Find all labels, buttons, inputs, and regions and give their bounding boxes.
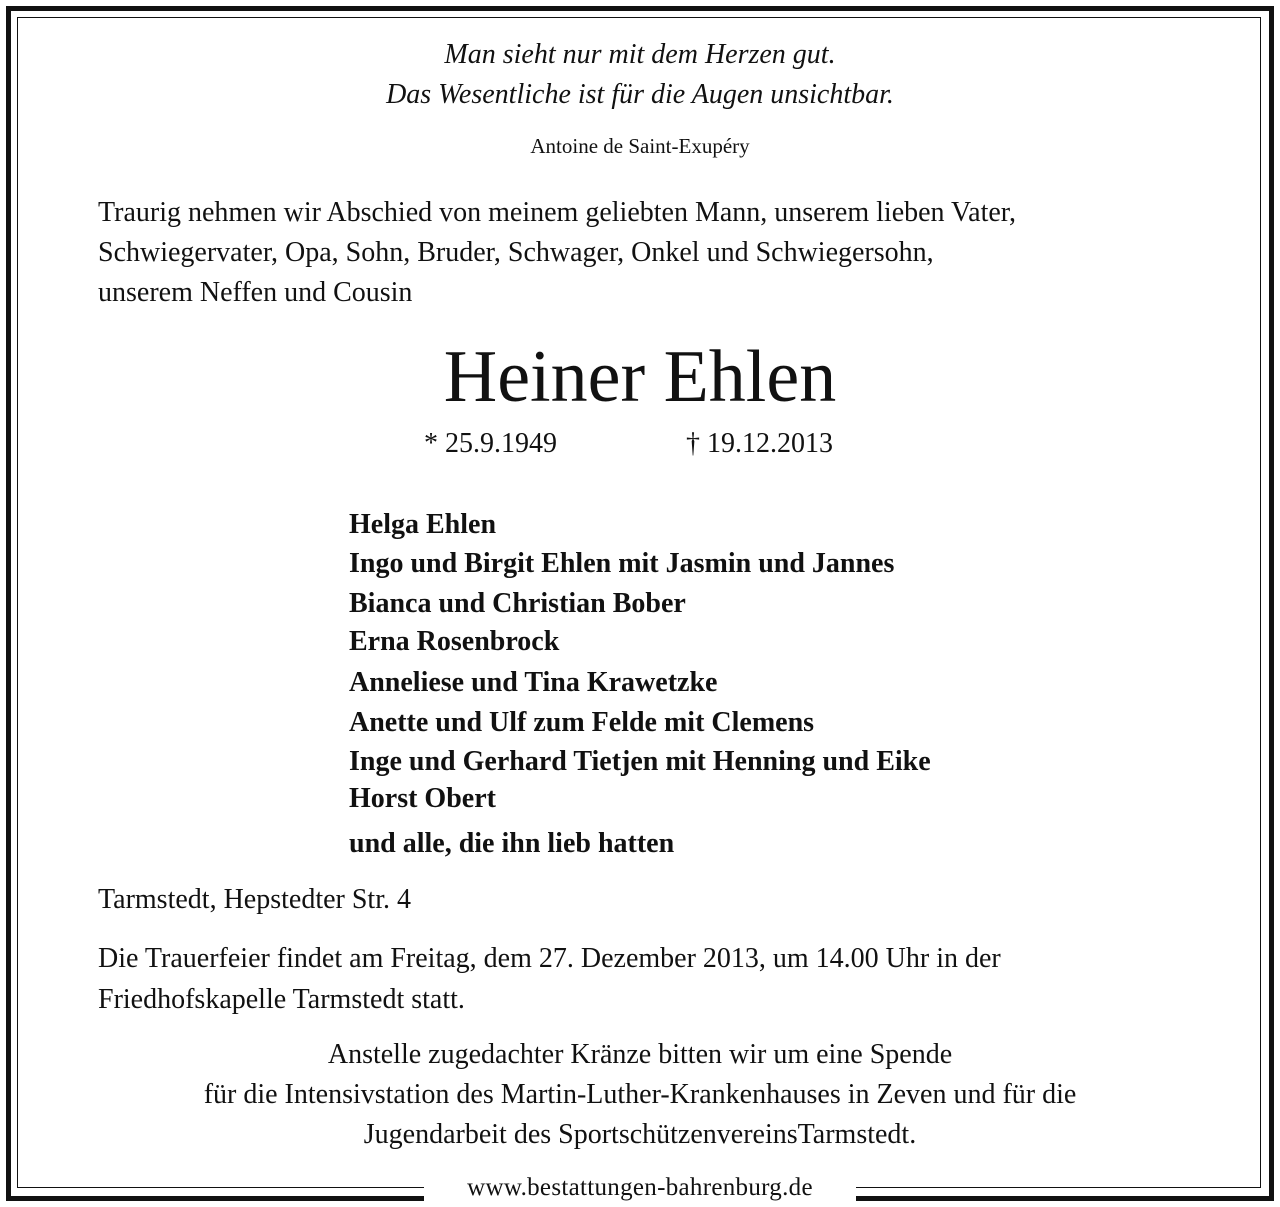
mourner-line: Bianca und Christian Bober — [349, 588, 686, 619]
donation-line: Anstelle zugedachter Kränze bitten wir um eine Spende — [327, 1039, 953, 1070]
mourner-line: Anneliese und Tina Krawetzke — [349, 667, 718, 698]
birth-date: * 25.9.1949 — [424, 428, 557, 459]
intro-line: Traurig nehmen wir Abschied von meinem geliebten Mann, unserem lieben Vater, — [98, 197, 1016, 228]
quote-author: Antoine de Saint-Exupéry — [530, 134, 750, 158]
death-date: † 19.12.2013 — [686, 428, 833, 459]
intro-line: Schwiegervater, Opa, Sohn, Bruder, Schwager, Onkel und Schwiegersohn, — [98, 237, 934, 268]
mourner-line: Erna Rosenbrock — [349, 626, 560, 657]
mourner-line: und alle, die ihn lieb hatten — [349, 828, 675, 859]
intro-text — [98, 193, 1218, 313]
service-line: Die Trauerfeier findet am Freitag, dem 27. Dezember 2013, um 14.00 Uhr in der — [98, 943, 1001, 974]
mourner-line: Helga Ehlen — [349, 509, 497, 540]
donation-request — [0, 1035, 1280, 1155]
deceased-name: Heiner Ehlen — [443, 336, 837, 418]
motto-line-2: Das Wesentliche ist für die Augen unsichtbar. — [386, 79, 894, 110]
mourner-line: Inge und Gerhard Tietjen mit Henning und Eike — [349, 746, 931, 777]
mourner-line: Anette und Ulf zum Felde mit Clemens — [349, 707, 815, 738]
motto-line-1: Man sieht nur mit dem Herzen gut. — [444, 39, 836, 70]
mourner-line: Horst Obert — [349, 783, 496, 814]
mourner-line: Ingo und Birgit Ehlen mit Jasmin und Jannes — [349, 548, 895, 579]
donation-line: für die Intensivstation des Martin-Luther-Krankenhauses in Zeven und für die — [203, 1079, 1077, 1110]
website-link[interactable]: www.bestattungen-bahrenburg.de — [467, 1174, 813, 1201]
funeral-service-info — [98, 938, 1001, 1020]
service-line: Friedhofskapelle Tarmstedt statt. — [98, 984, 465, 1015]
intro-line: unserem Neffen und Cousin — [98, 277, 413, 308]
donation-line: Jugendarbeit des SportschützenvereinsTarmstedt. — [363, 1119, 917, 1150]
address: Tarmstedt, Hepstedter Str. 4 — [98, 884, 411, 915]
